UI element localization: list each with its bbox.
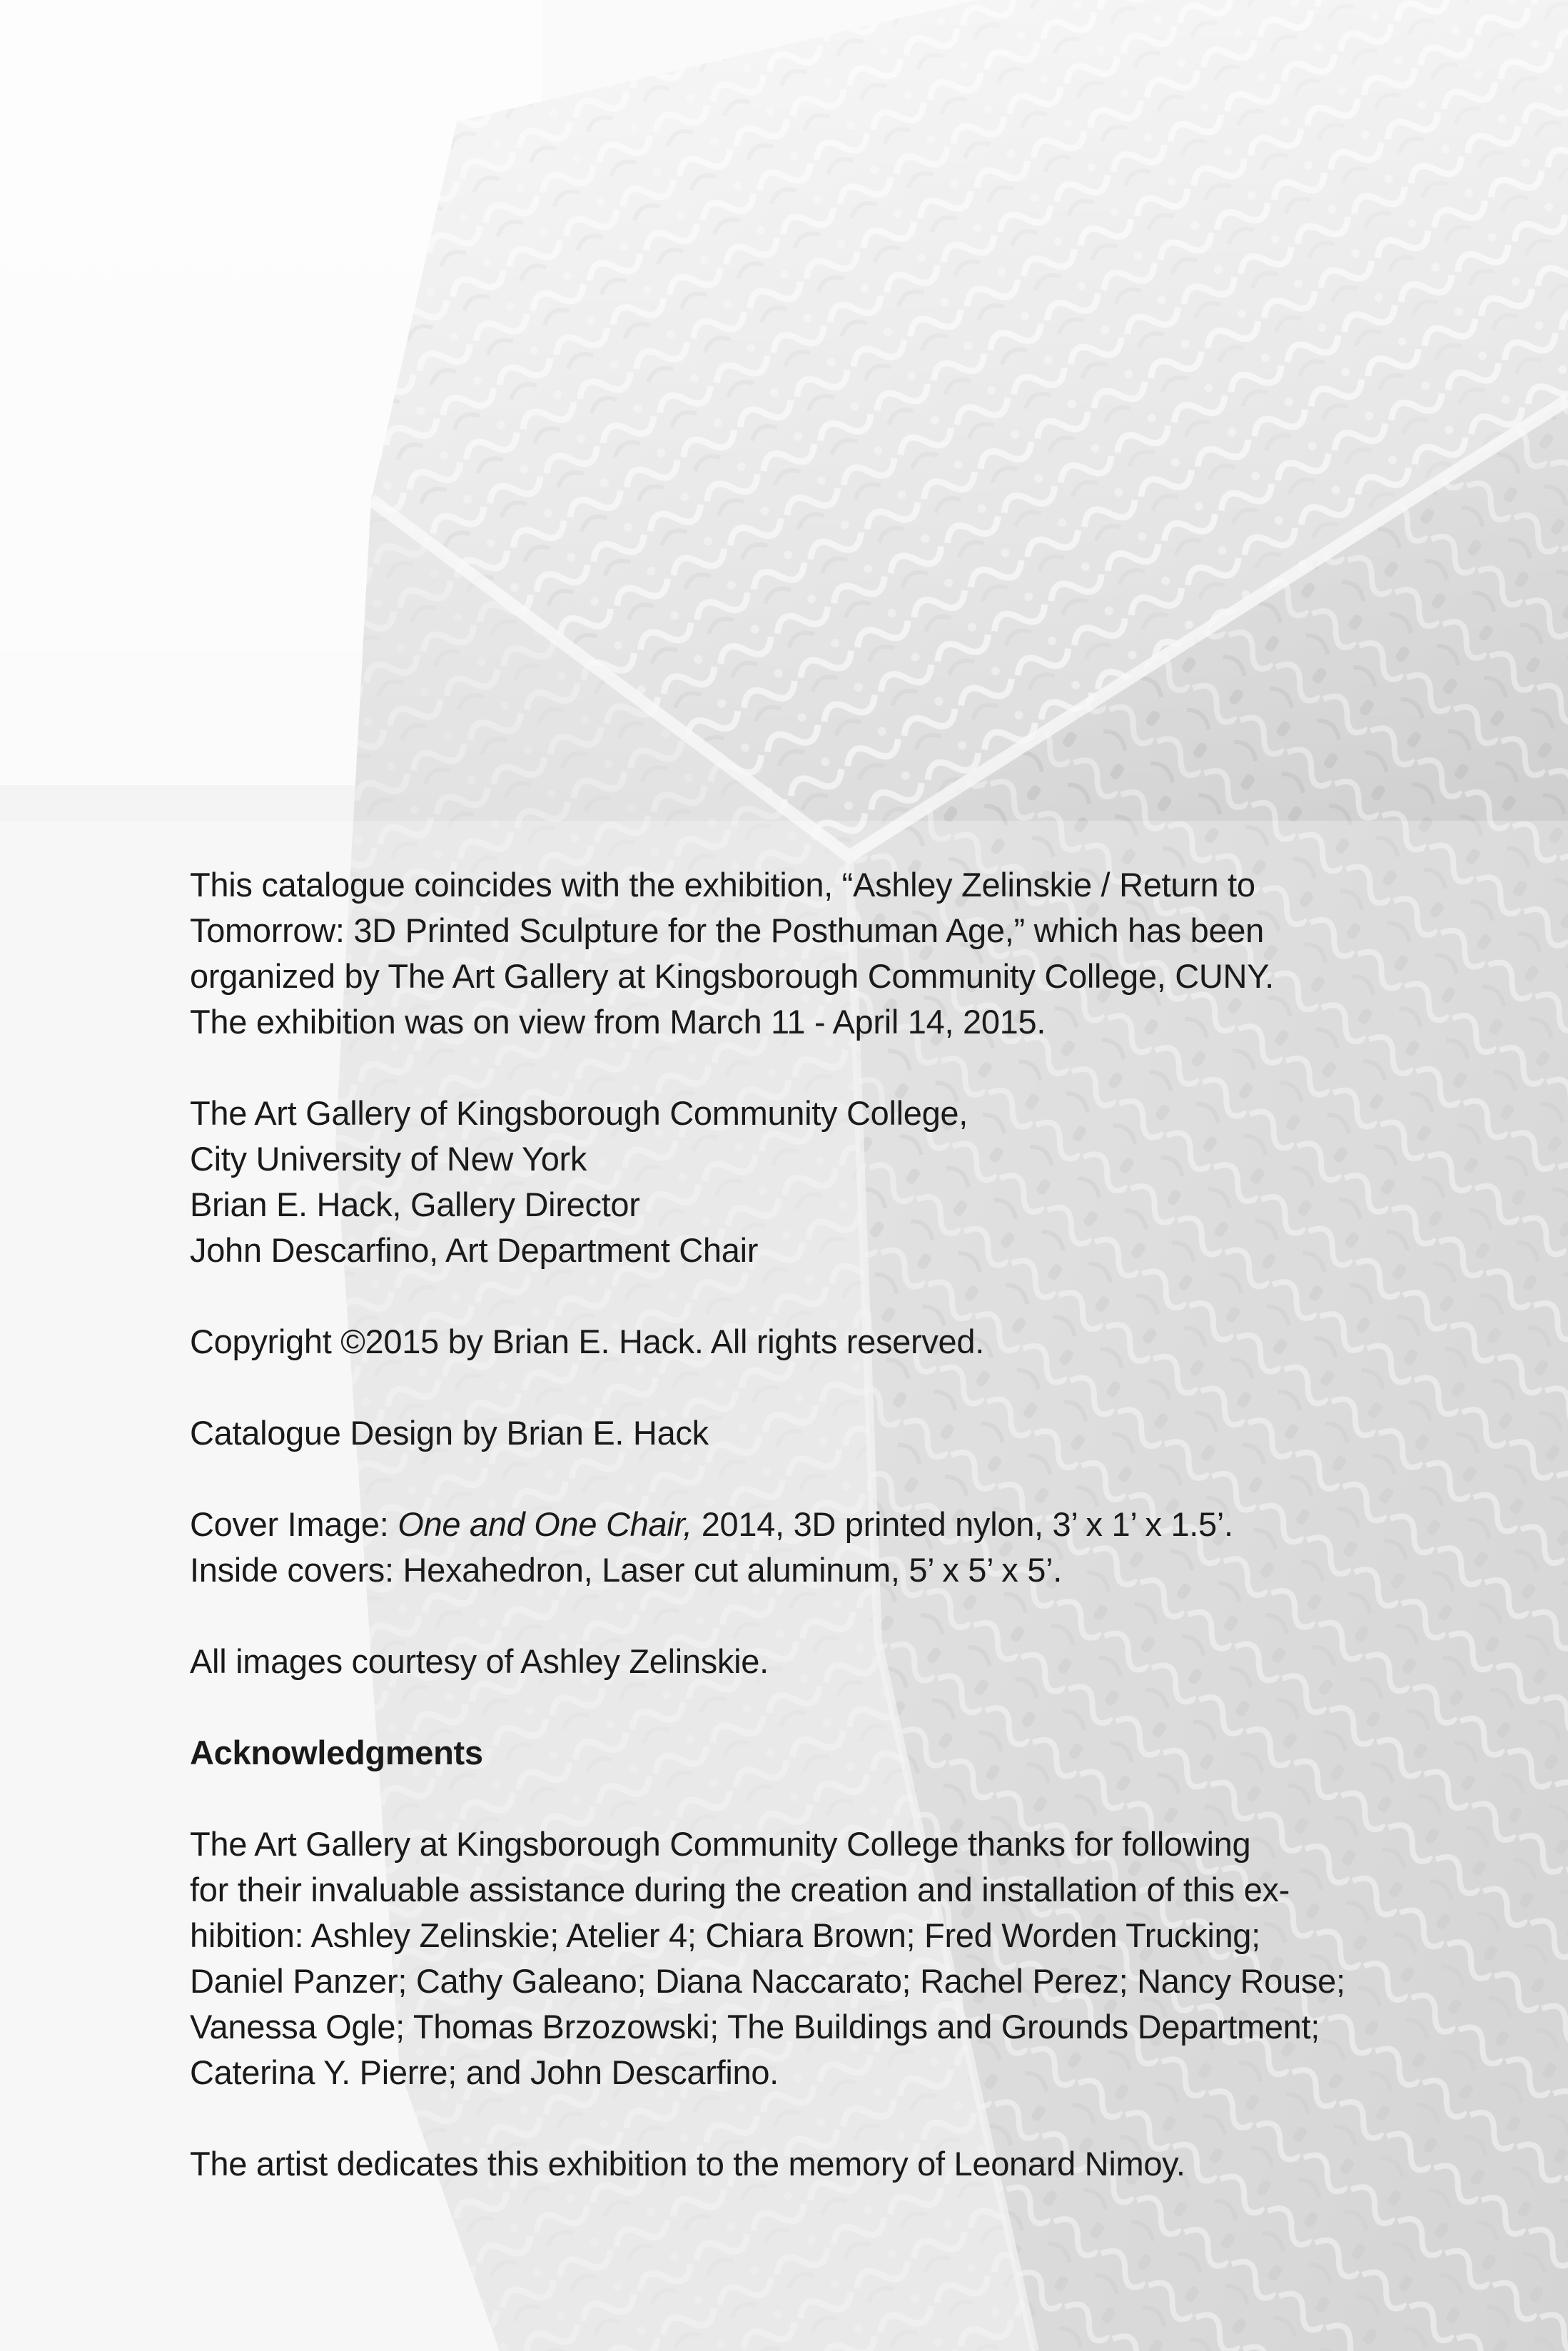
exhibition-note-line: organized by The Art Gallery at Kingsborough Community College, CUNY. bbox=[190, 957, 1274, 995]
gallery-info-line: Brian E. Hack, Gallery Director bbox=[190, 1185, 640, 1223]
acknowledgments-line: Daniel Panzer; Cathy Galeano; Diana Naccarato; Rachel Perez; Nancy Rouse; bbox=[190, 1962, 1345, 2000]
gallery-info-line: City University of New York bbox=[190, 1140, 587, 1178]
image-credit: All images courtesy of Ashley Zelinskie. bbox=[190, 1642, 769, 1680]
inside-covers-credit: Inside covers: Hexahedron, Laser cut aluminum, 5’ x 5’ x 5’. bbox=[190, 1551, 1062, 1589]
dedication: The artist dedicates this exhibition to the memory of Leonard Nimoy. bbox=[190, 2145, 1185, 2183]
cover-label: Cover Image: bbox=[190, 1505, 398, 1543]
acknowledgments-line: Caterina Y. Pierre; and John Descarfino. bbox=[190, 2053, 779, 2091]
colophon-text bbox=[190, 862, 1417, 2187]
exhibition-note-line: Tomorrow: 3D Printed Sculpture for the Posthuman Age,” which has been bbox=[190, 911, 1264, 949]
exhibition-note-line: This catalogue coincides with the exhibition, “Ashley Zelinskie / Return to bbox=[190, 866, 1255, 904]
cover-image-credit bbox=[190, 1502, 1417, 1547]
exhibition-note-line: The exhibition was on view from March 11 - April 14, 2015. bbox=[190, 1003, 1046, 1041]
acknowledgments-line: The Art Gallery at Kingsborough Community College thanks for following bbox=[190, 1825, 1251, 1863]
cover-credits bbox=[190, 1502, 1417, 1593]
acknowledgments-heading: Acknowledgments bbox=[190, 1734, 483, 1771]
gallery-info-line: John Descarfino, Art Department Chair bbox=[190, 1231, 759, 1269]
copyright-notice: Copyright ©2015 by Brian E. Hack. All rights reserved. bbox=[190, 1323, 984, 1360]
cover-artwork-details: 2014, 3D printed nylon, 3’ x 1’ x 1.5’. bbox=[692, 1505, 1233, 1543]
design-credit: Catalogue Design by Brian E. Hack bbox=[190, 1414, 709, 1452]
acknowledgments-body bbox=[190, 1821, 1417, 2095]
acknowledgments-line: for their invaluable assistance during the creation and installation of this ex- bbox=[190, 1871, 1290, 1908]
gallery-info-line: The Art Gallery of Kingsborough Community College, bbox=[190, 1094, 968, 1132]
exhibition-note bbox=[190, 862, 1417, 1045]
acknowledgments-line: hibition: Ashley Zelinskie; Atelier 4; Chiara Brown; Fred Worden Trucking; bbox=[190, 1916, 1260, 1954]
cover-artwork-title: One and One Chair, bbox=[398, 1505, 692, 1543]
acknowledgments-line: Vanessa Ogle; Thomas Brzozowski; The Buildings and Grounds Department; bbox=[190, 2008, 1320, 2046]
gallery-info bbox=[190, 1091, 1417, 1273]
